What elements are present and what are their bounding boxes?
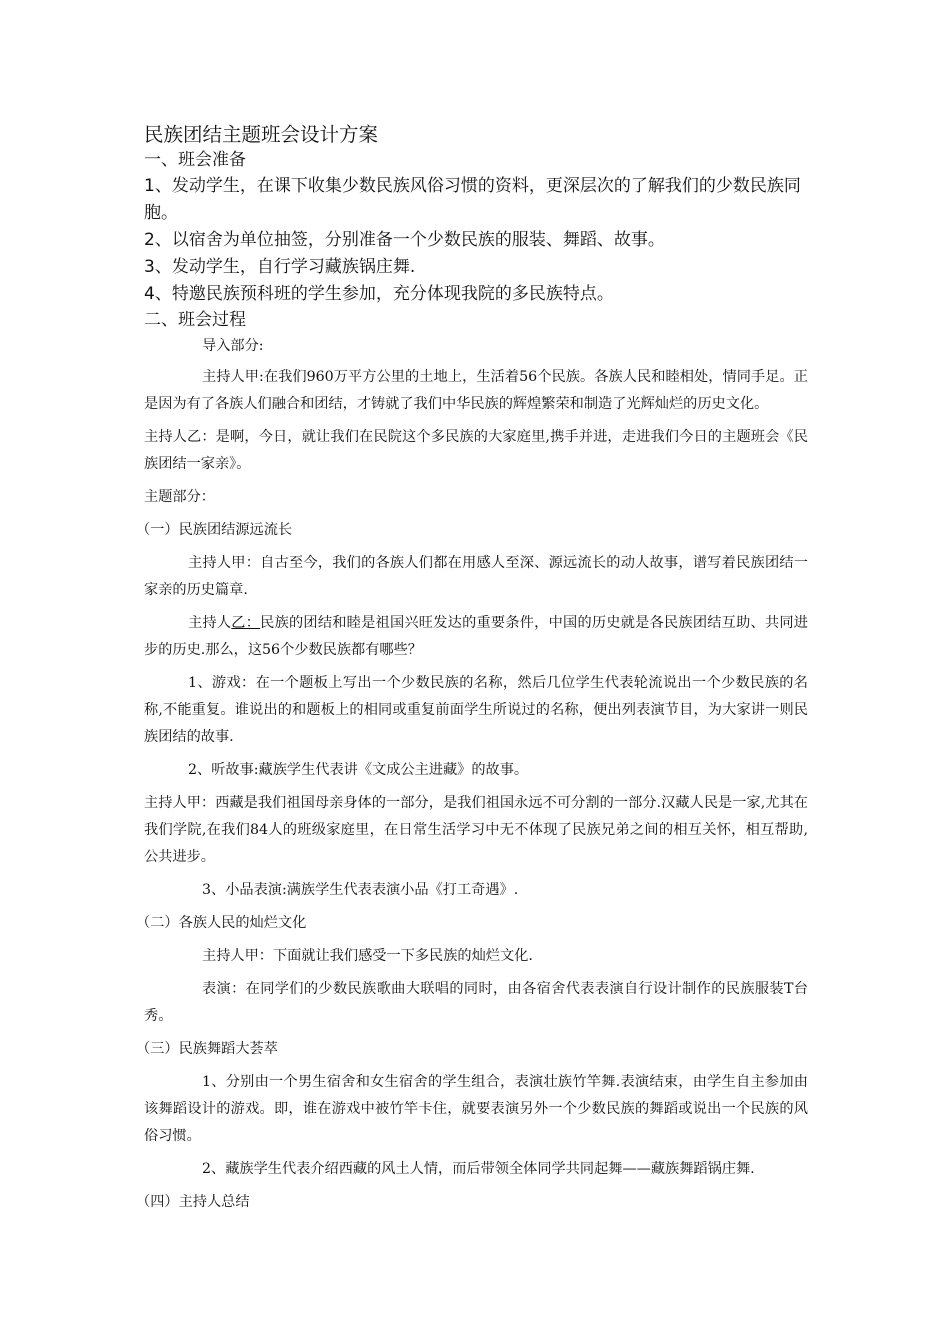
host-b-rest: 民族的团结和睦是祖国兴旺发达的重要条件，中国的历史就是各民族团结互助、共同进步的历史.那么，这56个少数民族都有哪些？: [144, 615, 808, 658]
prep-item-1: 1、发动学生，在课下收集少数民族风俗习惯的资料，更深层次的了解我们的少数民族同胞。: [144, 176, 801, 223]
host-a-intro: 主持人甲:在我们960万平方公里的土地上，生活着56个民族。各族人民和睦相处，情同手足。正是因为有了各族人们融合和团结，才铸就了我们中华民族的辉煌繁荣和制造了光辉灿烂的历史文化。: [144, 369, 808, 412]
host-b-intro: 主持人乙：是啊，今日，就让我们在民院这个多民族的大家庭里,携手并进，走进我们今日的主题班会《民族团结一家亲》。: [144, 429, 808, 472]
part2-show: 表演：在同学们的少数民族歌曲大联唱的同时，由各宿舍代表表演自行设计制作的民族服装T台秀。: [144, 981, 808, 1024]
part1-host-a: 主持人甲：自古至今，我们的各族人们都在用感人至深、源远流长的动人故事，谱写着民族团结一家亲的历史篇章.: [144, 555, 808, 598]
part2-heading: （二）各族人民的灿烂文化: [136, 915, 307, 931]
part3-item-guozhuang: 2、藏族学生代表介绍西藏的风土人情，而后带领全体同学共同起舞——藏族舞蹈锅庄舞.: [202, 1161, 755, 1177]
prep-item-4: 4、特邀民族预科班的学生参加，充分体现我院的多民族特点。: [144, 284, 614, 304]
part2-host-a: 主持人甲：下面就让我们感受一下多民族的灿烂文化.: [202, 948, 533, 964]
intro-label: 导入部分:: [202, 338, 264, 354]
part1-item-skit: 3、小品表演:满族学生代表表演小品《打工奇遇》.: [202, 882, 519, 898]
section-heading-process: 二、班会过程: [144, 310, 246, 330]
part1-item-story: 2、听故事:藏族学生代表讲《文成公主进藏》的故事。: [188, 762, 529, 778]
part3-item-bamboo-dance: 1、分别由一个男生宿舍和女生宿舍的学生组合，表演壮族竹竿舞.表演结束，由学生自主参加由该舞蹈设计的游戏。即，谁在游戏中被竹竿卡住，就要表演另外一个少数民族的舞蹈或说出一个民族的风俗习惯。: [144, 1074, 808, 1144]
part3-heading: （三）民族舞蹈大荟萃: [136, 1041, 278, 1057]
part1-host-b: [144, 610, 808, 664]
host-b-prefix: 主持人: [188, 615, 232, 631]
prep-item-3: 3、发动学生，自行学习藏族锅庄舞.: [144, 257, 416, 277]
part1-host-a-tibet: 主持人甲：西藏是我们祖国母亲身体的一部分，是我们祖国永远不可分割的一部分.汉藏人民是一家,尤其在我们学院,在我们84人的班级家庭里，在日常生活学习中无不体现了民族兄弟之间的相互关怀，相互帮助,公共进步。: [144, 795, 808, 865]
part4-heading: （四）主持人总结: [136, 1194, 250, 1210]
host-b-underlined: 乙：: [231, 615, 261, 631]
part1-item-game: 1、游戏：在一个题板上写出一个少数民族的名称，然后几位学生代表轮流说出一个少数民族的名称,不能重复。谁说出的和题板上的相同或重复前面学生所说过的名称，便出列表演节目，为大家讲一则民族团结的故事.: [144, 675, 808, 745]
document-title: 民族团结主题班会设计方案: [144, 123, 379, 146]
document-body: [136, 122, 808, 1222]
prep-item-2: 2、以宿舍为单位抽签，分别准备一个少数民族的服装、舞蹈、故事。: [144, 230, 665, 250]
theme-label: 主题部分：: [144, 489, 215, 505]
section-heading-preparation: 一、班会准备: [144, 150, 246, 170]
part1-heading: （一）民族团结源远流长: [136, 522, 293, 538]
